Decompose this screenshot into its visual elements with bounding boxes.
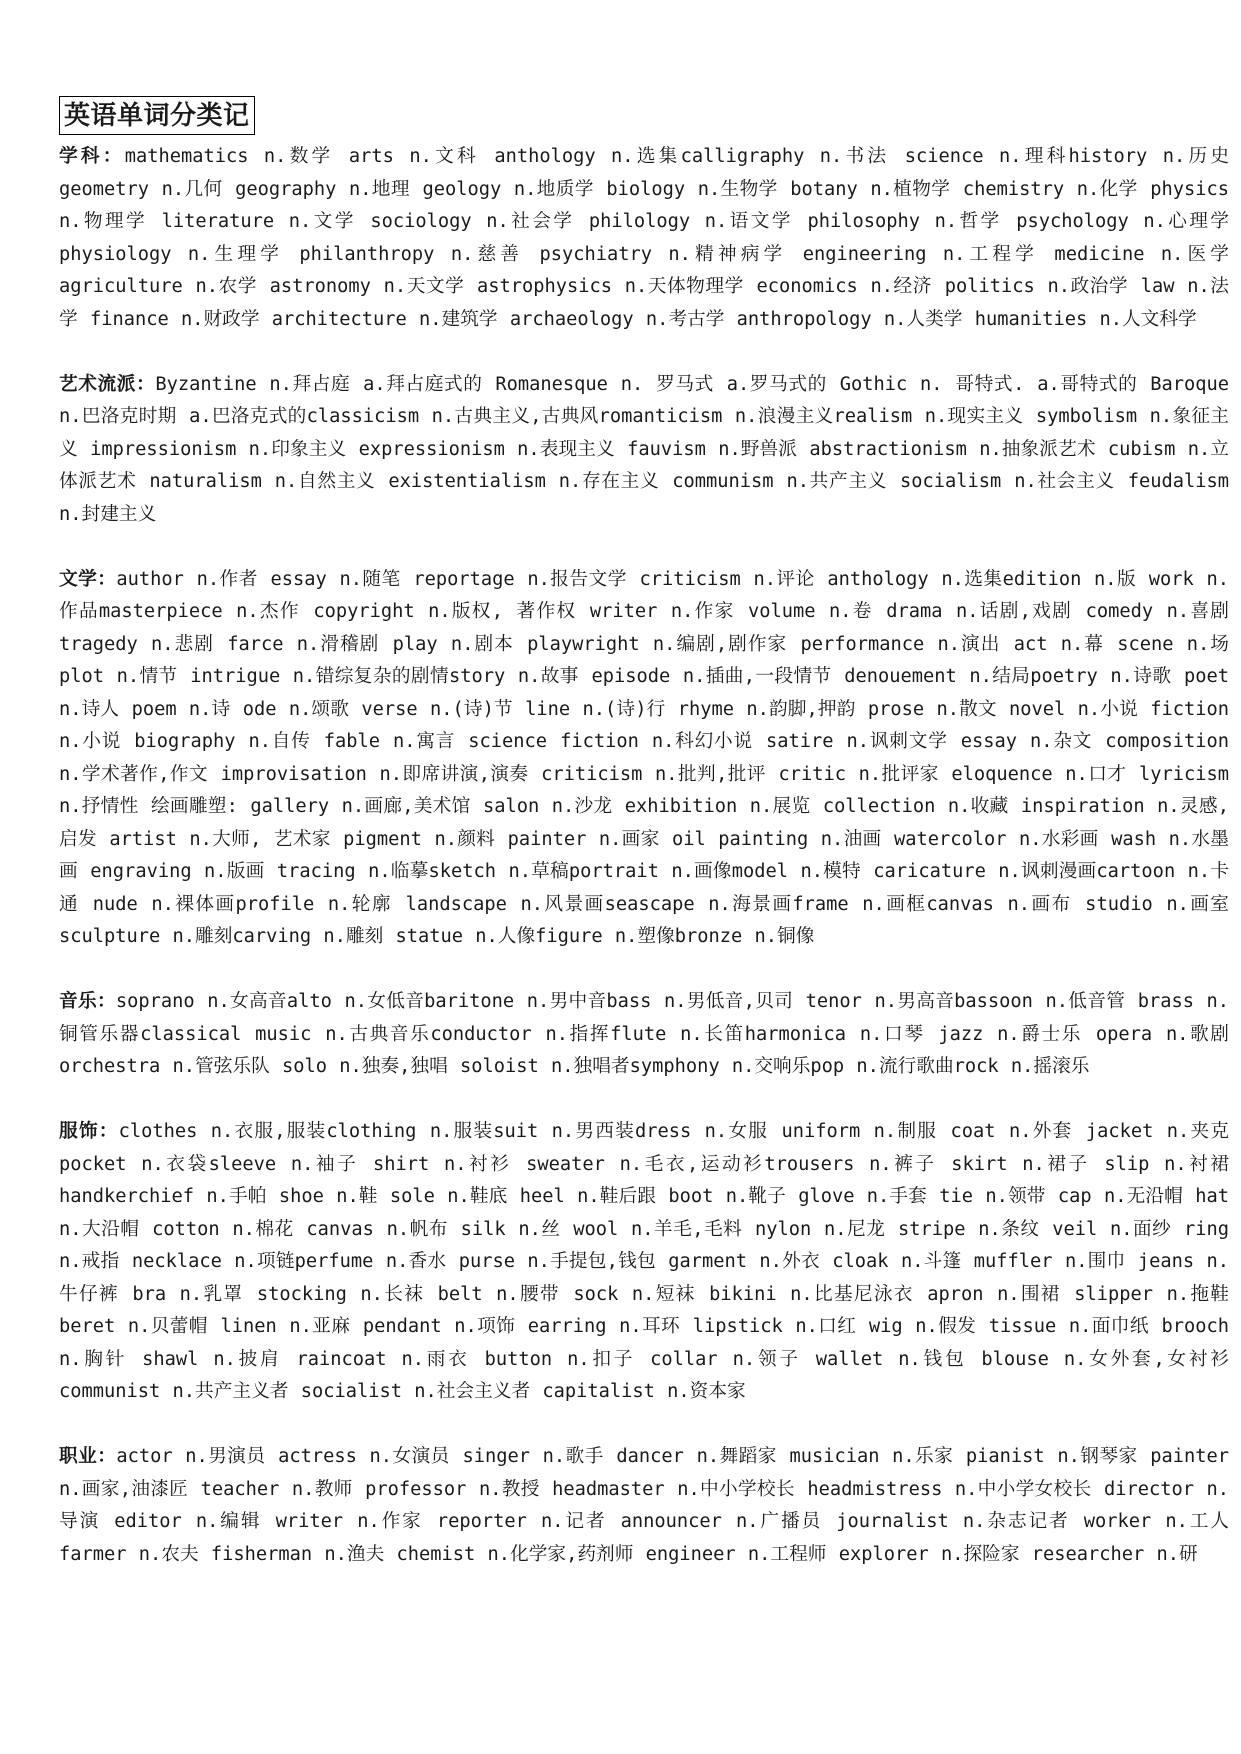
section-label: 文学：: [59, 568, 117, 590]
section-clothing: [59, 1116, 1229, 1409]
section-art-schools: [59, 369, 1229, 532]
section-label: 学科：: [59, 146, 125, 167]
section-music: [59, 986, 1229, 1084]
section-subjects: [59, 141, 1229, 336]
section-text: actor n.男演员 actress n.女演员 singer n.歌手 dancer n.舞蹈家 musician n.乐家 pianist n.钢琴家 painter n.画家,油漆匠 teacher n.教师 professor n.教授 headmaster n.中小学校长 headmistress n.中小学女校长 director n.导演 editor n.编辑 writer n.作家 reporter n.记者 announcer n.广播员 journalist n.杂志记者 worker n.工人 farmer n.农夫 fisherman n.渔夫 chemist n.化学家,药剂师 engineer n.工程师 explorer n.探险家 researcher n.研: [59, 1446, 1229, 1565]
document-page: [59, 96, 1229, 1604]
section-label: 音乐：: [59, 991, 116, 1012]
section-label: 服饰：: [59, 1121, 119, 1142]
section-label: 职业：: [59, 1446, 117, 1467]
section-text: Byzantine n.拜占庭 a.拜占庭式的 Romanesque n. 罗马式 a.罗马式的 Gothic n. 哥特式. a.哥特式的 Baroque n.巴洛克时期 a.巴洛克式的classicism n.古典主义,古典风romanticism n.浪漫主义realism n.现实主义 symbolism n.象征主义 impressionism n.印象主义 expressionism n.表现主义 fauvism n.野兽派 abstractionism n.抽象派艺术 cubism n.立体派艺术 naturalism n.自然主义 existentialism n.存在主义 communism n.共产主义 socialism n.社会主义 feudalism n.封建主义: [59, 373, 1230, 525]
section-text: mathematics n.数学 arts n.文科 anthology n.选集calligraphy n.书法 science n.理科history n.历史 geometry n.几何 geography n.地理 geology n.地质学 biology n.生物学 botany n.植物学 chemistry n.化学 physics n.物理学 literature n.文学 sociology n.社会学 philology n.语文学 philosophy n.哲学 psychology n.心理学 physiology n.生理学 philanthropy n.慈善 psychiatry n.精神病学 engineering n.工程学 medicine n.医学 agriculture n.农学 astronomy n.天文学 astrophysics n.天体物理学 economics n.经济 politics n.政治学 law n.法学 finance n.财政学 architecture n.建筑学 archaeology n.考古学 anthropology n.人类学 humanities n.人文科学: [59, 146, 1230, 330]
section-literature: [59, 564, 1229, 954]
section-text: author n.作者 essay n.随笔 reportage n.报告文学 criticism n.评论 anthology n.选集edition n.版 work n.作品masterpiece n.杰作 copyright n.版权, 著作权 writer n.作家 volume n.卷 drama n.话剧,戏剧 comedy n.喜剧 tragedy n.悲剧 farce n.滑稽剧 play n.剧本 playwright n.编剧,剧作家 performance n.演出 act n.幕 scene n.场 plot n.情节 intrigue n.错综复杂的剧情story n.故事 episode n.插曲,一段情节 denouement n.结局poetry n.诗歌 poet n.诗人 poem n.诗 ode n.颂歌 verse n.(诗)节 line n.(诗)行 rhyme n.韵脚,押韵 prose n.散文 novel n.小说 fiction n.小说 biography n.自传 fable n.寓言 science fiction n.科幻小说 satire n.讽刺文学 essay n.杂文 composition n.学术著作,作文 improvisation n.即席讲演,演奏 criticism n.批判,批评 critic n.批评家 eloquence n.口才 lyricism n.抒情性 绘画雕塑: gallery n.画廊,美术馆 salon n.沙龙 exhibition n.展览 collection n.收藏 inspiration n.灵感,启发 artist n.大师, 艺术家 pigment n.颜料 painter n.画家 oil painting n.油画 watercolor n.水彩画 wash n.水墨画 engraving n.版画 tracing n.临摹sketch n.草稿portrait n.画像model n.模特 caricature n.讽刺漫画cartoon n.卡通 nude n.裸体画profile n.轮廓 landscape n.风景画seascape n.海景画frame n.画框canvas n.画布 studio n.画室sculpture n.雕刻carving n.雕刻 statue n.人像figure n.塑像bronze n.铜像: [59, 568, 1230, 947]
section-text: soprano n.女高音alto n.女低音baritone n.男中音bass n.男低音,贝司 tenor n.男高音bassoon n.低音管 brass n.铜管乐器classical music n.古典音乐conductor n.指挥flute n.长笛harmonica n.口琴 jazz n.爵士乐 opera n.歌剧orchestra n.管弦乐队 solo n.独奏,独唱 soloist n.独唱者symphony n.交响乐pop n.流行歌曲rock n.摇滚乐: [59, 991, 1229, 1077]
document-title: 英语单词分类记: [59, 96, 255, 135]
section-text: clothes n.衣服,服装clothing n.服装suit n.男西装dress n.女服 uniform n.制服 coat n.外套 jacket n.夹克 pocket n.衣袋sleeve n.袖子 shirt n.衬衫 sweater n.毛衣,运动衫trousers n.裤子 skirt n.裙子 slip n.衬裙handkerchief n.手帕 shoe n.鞋 sole n.鞋底 heel n.鞋后跟 boot n.靴子 glove n.手套 tie n.领带 cap n.无沿帽 hat n.大沿帽 cotton n.棉花 canvas n.帆布 silk n.丝 wool n.羊毛,毛料 nylon n.尼龙 stripe n.条纹 veil n.面纱 ring n.戒指 necklace n.项链perfume n.香水 purse n.手提包,钱包 garment n.外衣 cloak n.斗篷 muffler n.围巾 jeans n.牛仔裤 bra n.乳罩 stocking n.长袜 belt n.腰带 sock n.短袜 bikini n.比基尼泳衣 apron n.围裙 slipper n.拖鞋 beret n.贝蕾帽 linen n.亚麻 pendant n.项饰 earring n.耳环 lipstick n.口红 wig n.假发 tissue n.面巾纸 brooch n.胸针 shawl n.披肩 raincoat n.雨衣 button n.扣子 collar n.领子 wallet n.钱包 blouse n.女外套,女衬衫 communist n.共产主义者 socialist n.社会主义者 capitalist n.资本家: [59, 1121, 1229, 1402]
section-occupations: [59, 1441, 1229, 1571]
section-label: 艺术流派：: [59, 373, 156, 395]
